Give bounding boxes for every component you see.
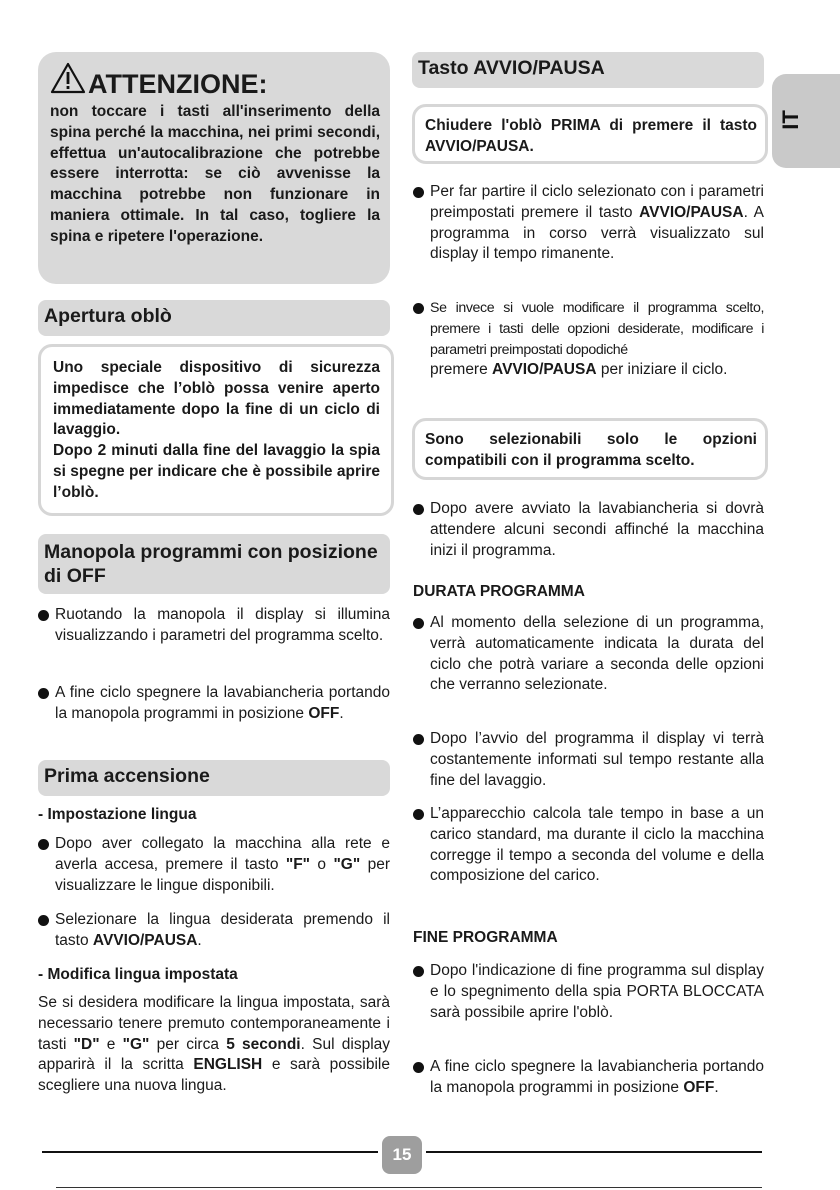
door-info-box xyxy=(38,344,394,516)
bullet-icon xyxy=(38,688,49,699)
bullet-icon xyxy=(413,187,424,198)
section-heading-dial: Manopola programmi con posizione di OFF xyxy=(38,534,390,594)
bullet-icon xyxy=(38,610,49,621)
footer-rule-left xyxy=(42,1151,378,1153)
warning-text: non toccare i tasti all'inserimento della spina perché la macchina, nei primi secondi, effettua un'autocalibrazione che potrebbe essere interrotta: se ciò avvenisse la macchina potrebbe non funzionare in maniera ottimale. In tal caso, togliere la spina e ripetere l'operazione. xyxy=(50,103,380,245)
list-item: Al momento della selezione di un programma, verrà automaticamente indicata la durata del ciclo che potrà variare a seconda delle opzioni che verranno selezionate. xyxy=(413,613,764,696)
footer-bottom-rule xyxy=(56,1187,762,1188)
subheading-change-language: - Modifica lingua impostata xyxy=(38,966,238,983)
list-item: Dopo l’avvio del programma il display vi terrà costantemente informati sul tempo restante alla fine del lavaggio. xyxy=(413,729,764,791)
bullet-icon xyxy=(413,504,424,515)
bullet-icon xyxy=(413,303,424,314)
start-note-text: Chiudere l'oblò PRIMA di premere il tasto AVVIO/PAUSA. xyxy=(425,117,757,155)
subheading-duration: DURATA PROGRAMMA xyxy=(413,583,585,600)
page-number: 15 xyxy=(392,1145,412,1164)
list-item: Selezionare la lingua desiderata premendo il tasto AVVIO/PAUSA. xyxy=(38,910,390,952)
warning-title: ATTENZIONE: xyxy=(88,69,268,99)
list-item: Per far partire il ciclo selezionato con i parametri preimpostati premere il tasto AVVIO/PAUSA. A programma in corso verrà visualizzato sul display il tempo rimanente. xyxy=(413,182,764,265)
options-note-box xyxy=(412,418,768,480)
subheading-language: - Impostazione lingua xyxy=(38,806,197,823)
language-tab xyxy=(772,74,840,168)
bullet-icon xyxy=(38,915,49,926)
bullet-icon xyxy=(413,734,424,745)
bullet-icon xyxy=(38,839,49,850)
page-number-badge xyxy=(382,1136,422,1174)
section-heading-first-on: Prima accensione xyxy=(38,760,390,796)
list-item: Dopo l'indicazione di fine programma sul display e lo spegnimento della spia PORTA BLOCCATA sarà possibile aprire l'oblò. xyxy=(413,961,764,1023)
language-tab-label: IT xyxy=(778,110,803,130)
bullet-icon xyxy=(413,966,424,977)
subheading-end: FINE PROGRAMMA xyxy=(413,929,558,946)
list-item: A fine ciclo spegnere la lavabiancheria portando la manopola programmi in posizione OFF. xyxy=(38,683,390,725)
list-item: Se invece si vuole modificare il programma scelto, premere i tasti delle opzioni desiderate, modificare i parametri preimpostati dopodiché premere AVVIO/PAUSA per iniziare il ciclo. xyxy=(413,298,764,381)
footer-rule-right xyxy=(426,1151,762,1153)
section-heading-start: Tasto AVVIO/PAUSA xyxy=(412,52,764,88)
bullet-icon xyxy=(413,618,424,629)
list-item: Ruotando la manopola il display si illumina visualizzando i parametri del programma scelto. xyxy=(38,605,390,647)
list-item: L’apparecchio calcola tale tempo in base a un carico standard, ma durante il ciclo la macchina corregge il tempo a seconda del volume e della composizione del carico. xyxy=(413,804,764,887)
door-info-text: Uno speciale dispositivo di sicurezza impedisce che l’oblò possa venire aperto immediatamente dopo la fine di un ciclo di lavaggio. xyxy=(53,359,380,439)
warning-box xyxy=(38,52,390,284)
start-note-box xyxy=(412,104,768,164)
list-item: A fine ciclo spegnere la lavabiancheria portando la manopola programmi in posizione OFF. xyxy=(413,1057,764,1099)
warning-icon xyxy=(50,62,86,94)
bullet-icon xyxy=(413,1062,424,1073)
bullet-icon xyxy=(413,809,424,820)
options-note-text: Sono selezionabili solo le opzioni compatibili con il programma scelto. xyxy=(425,431,757,469)
list-item: Dopo aver collegato la macchina alla rete e averla accesa, premere il tasto "F" o "G" per visualizzare le lingue disponibili. xyxy=(38,834,390,896)
section-heading-door: Apertura oblò xyxy=(38,300,390,336)
list-item: Dopo avere avviato la lavabiancheria si dovrà attendere alcuni secondi affinché la macchina inizi il programma. xyxy=(413,499,764,561)
change-language-paragraph: Se si desidera modificare la lingua impostata, sarà necessario tenere premuto contemporaneamente i tasti "D" e "G" per circa 5 secondi. Sul display apparirà il la scritta ENGLISH e sarà possibile scegliere una nuova lingua. xyxy=(38,994,391,1095)
door-info-text-2: Dopo 2 minuti dalla fine del lavaggio la spia si spegne per indicare che è possibile aprire l’oblò. xyxy=(53,442,380,501)
